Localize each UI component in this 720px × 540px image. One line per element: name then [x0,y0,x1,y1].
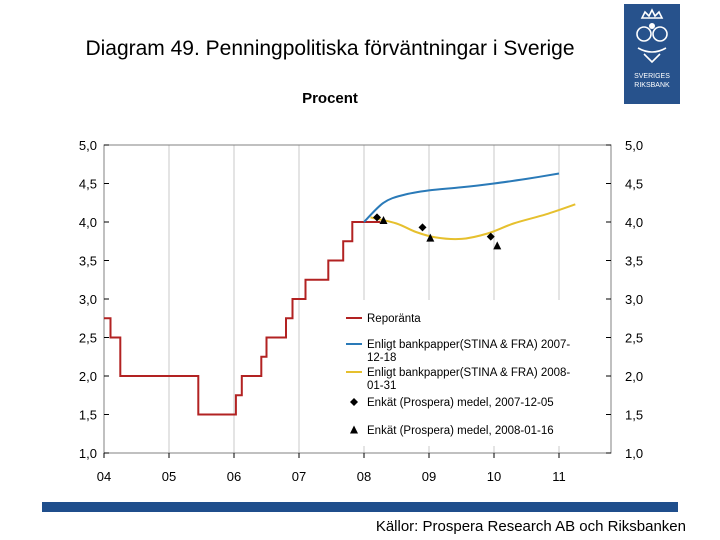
y-tick-label-left: 3,5 [78,253,97,269]
x-tick-label: 04 [96,469,112,484]
legend-label: Enkät (Prospera) medel, 2008-01-16 [367,425,554,437]
y-tick-label-left: 4,5 [78,176,97,192]
logo-line-1: SVERIGES [634,73,670,80]
legend-label: 12-18 [367,352,397,364]
diamond-marker [419,223,427,231]
bottom-bar [42,502,678,512]
y-axis-right [606,138,643,461]
x-tick-label: 08 [356,469,372,484]
y-tick-label-left: 2,0 [78,369,97,384]
source-note: Källor: Prospera Research AB och Riksbanken [375,518,686,535]
x-tick-label: 05 [161,469,177,484]
y-tick-label-right: 1,5 [625,407,644,423]
y-tick-label-left: 1,5 [78,407,97,423]
legend-label: Enkät (Prospera) medel, 2007-12-05 [367,397,554,409]
y-tick-label-right: 4,0 [625,215,644,230]
y-tick-label-right: 1,0 [625,446,644,461]
x-tick-label: 10 [486,469,502,484]
legend [340,300,596,446]
series-line-1 [104,222,380,415]
y-tick-label-left: 3,0 [78,292,97,307]
y-tick-label-left: 2,5 [78,330,97,346]
legend-label: Enligt bankpapper(STINA & FRA) 2007- [367,339,571,351]
series-line-3 [371,204,576,239]
y-tick-label-right: 2,5 [625,330,644,346]
x-tick-label: 07 [291,469,307,484]
y-tick-label-right: 3,0 [625,292,644,307]
chart-title: Diagram 49. Penningpolitiska förväntningar i Sverige [85,37,575,60]
legend-label: 01-31 [367,380,397,392]
y-tick-label-right: 3,5 [625,253,644,269]
y-tick-label-left: 1,0 [78,446,97,461]
y-tick-label-right: 4,5 [625,176,644,192]
y-tick-label-left: 5,0 [78,138,97,153]
y-tick-label-left: 4,0 [78,215,97,230]
y-tick-label-right: 2,0 [625,369,644,384]
legend-label: Enligt bankpapper(STINA & FRA) 2008- [367,367,571,379]
legend-label: Reporänta [367,313,421,325]
x-tick-label: 09 [421,469,437,484]
x-axis [97,453,566,484]
y-tick-label-right: 5,0 [625,138,644,153]
series-line-2 [364,174,559,223]
logo-line-2: RIKSBANK [634,82,670,89]
chart-subtitle: Procent [302,90,358,107]
x-tick-label: 06 [226,469,242,484]
x-tick-label: 11 [552,469,566,484]
